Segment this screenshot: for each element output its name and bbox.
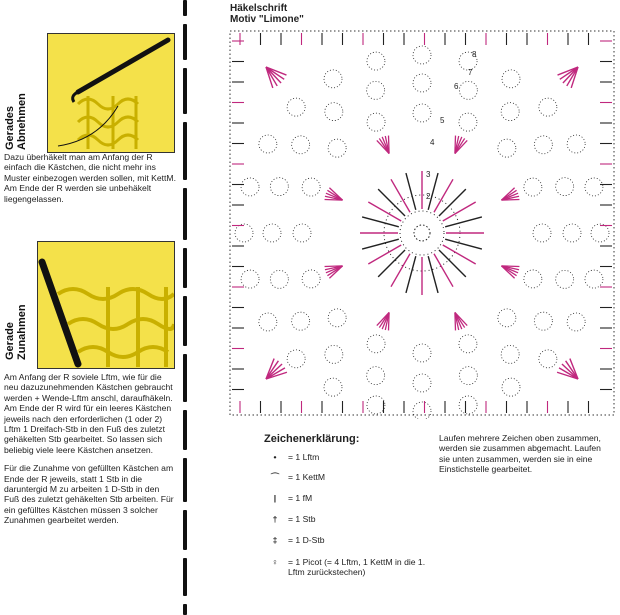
chain-loop: [459, 113, 477, 131]
text-increase: [4, 372, 176, 526]
chain-loop: [459, 81, 477, 99]
chain-loop: [367, 367, 385, 385]
chain-stitch-icon: •: [273, 452, 277, 462]
chain-loop: [524, 270, 542, 288]
chain-loop: [302, 270, 320, 288]
chain-loop: [534, 136, 552, 154]
chain-loop: [292, 136, 310, 154]
text-decrease: Dazu überhäkelt man am Anfang der R einfach die Kästchen, die nicht mehr ins Muster einbezogen werden sollen, mit KettM. Am Ende der R werden sie unbehäkelt liegengelassen.: [4, 152, 176, 204]
chain-loop: [534, 312, 552, 330]
increase-paragraph-1: Am Anfang der R soviele Lftm, wie für die neu dazuzunehmenden Kästchen gebraucht werden + Wende-Lftm anschl, daraufhäkeln.: [4, 372, 173, 403]
chain-loop: [413, 402, 431, 419]
stitch-radial: [428, 256, 438, 293]
chain-loop: [367, 396, 385, 414]
round-number-2: 2: [426, 192, 431, 201]
stitch-radial: [391, 179, 410, 212]
legend-item-lftm: • = 1 Lftm: [262, 452, 319, 462]
legend-item-kettm: ⌒ = 1 KettM: [262, 472, 325, 482]
increase-paragraph-2: Am Ende der R wird für ein leeres Kästchen jeweils nach den erforderlichen (1 oder 2) Lftm 1 Dreifach-Stb in den Fuß des zuletzt gehäkelten Stb gearbeitet. So lassen sich beliebig viele leere Kästchen ansetzen.: [4, 403, 172, 455]
chain-loop: [241, 178, 259, 196]
petal-stitch: [501, 200, 519, 201]
chain-loop: [459, 367, 477, 385]
round-number-6: 6: [454, 82, 459, 91]
chain-loop: [459, 335, 477, 353]
chain-loop: [367, 81, 385, 99]
chain-loop: [498, 139, 516, 157]
crochet-chart: [226, 27, 618, 419]
stitch-radial: [445, 217, 482, 227]
stitch-radial: [406, 256, 416, 293]
chain-loop: [241, 270, 259, 288]
chain-loop: [502, 378, 520, 396]
chain-loop: [567, 135, 585, 153]
chain-loop: [498, 309, 516, 327]
illustration-decrease: [47, 33, 175, 153]
legend-item-fm: | = 1 fM: [262, 493, 312, 503]
chain-loop: [259, 135, 277, 153]
stitch-radial: [378, 189, 405, 216]
stitch-radial: [362, 217, 399, 227]
legend-item-d-stb: ‡ = 1 D-Stb: [262, 535, 325, 545]
chain-loop: [367, 52, 385, 70]
chain-loop: [501, 345, 519, 363]
chain-loop: [413, 344, 431, 362]
chain-loop: [324, 378, 342, 396]
chain-loop: [585, 270, 603, 288]
chain-loop: [563, 224, 581, 242]
chain-loop: [263, 224, 281, 242]
stitch-radial: [391, 254, 410, 287]
chart-title-line1: Häkelschrift: [230, 3, 288, 14]
chain-loop: [459, 396, 477, 414]
chain-loop: [367, 335, 385, 353]
chain-loop: [539, 98, 557, 116]
chain-loop: [539, 350, 557, 368]
chain-loop: [328, 309, 346, 327]
label-gerade-zunahmen: Gerade Zunahmen: [4, 304, 28, 360]
chain-loop: [413, 74, 431, 92]
crochet-hook-increase-image: [38, 242, 174, 368]
stitch-radial: [443, 202, 476, 221]
chain-loop: [413, 46, 431, 64]
stitch-radial: [445, 239, 482, 249]
stitch-radial: [434, 179, 453, 212]
chain-loop: [325, 103, 343, 121]
chart-title-line2: Motiv "Limone": [230, 14, 304, 25]
chain-loop: [556, 270, 574, 288]
round-number-7: 7: [468, 68, 473, 77]
chain-loop: [293, 224, 311, 242]
chain-loop: [502, 70, 520, 88]
illustration-increase: [37, 241, 175, 369]
round-number-5: 5: [440, 116, 445, 125]
chart-title: [230, 3, 304, 25]
round-number-8: 8: [472, 50, 477, 59]
picot-icon: ♀: [271, 557, 279, 567]
legend-item-stb: † = 1 Stb: [262, 514, 315, 524]
slip-stitch-icon: ⌒: [270, 472, 280, 482]
chain-loop: [292, 312, 310, 330]
chain-loop: [533, 224, 551, 242]
chain-loop: [324, 70, 342, 88]
column-divider: [183, 0, 187, 615]
chain-loop: [302, 178, 320, 196]
stitch-radial: [406, 173, 416, 210]
chain-loop: [501, 103, 519, 121]
chain-loop: [591, 224, 609, 242]
increase-paragraph-3: Für die Zunahme von gefüllten Kästchen am Ende der R jeweils, statt 1 Stb in die daruntergid M zu arbeiten 1 D-Stb in den Fuß des zuletzt gehäkelten Stb arbeiten. Für ein gefülltes Kästchen müssen 3 solcher Zunahmen gearbeitet werden.: [4, 463, 174, 526]
center-ring: [414, 225, 430, 241]
chain-loop: [585, 178, 603, 196]
chain-loop: [325, 345, 343, 363]
treble-crochet-icon: ‡: [272, 535, 278, 545]
chain-loop: [413, 104, 431, 122]
chain-loop: [259, 313, 277, 331]
round-number-4: 4: [430, 138, 435, 147]
petal-stitch: [455, 312, 456, 330]
chain-loop: [270, 178, 288, 196]
chain-loop: [287, 350, 305, 368]
stitch-radial: [378, 250, 405, 277]
chain-loop: [270, 270, 288, 288]
chain-loop: [524, 178, 542, 196]
single-crochet-icon: |: [273, 493, 277, 503]
petal-stitch: [325, 266, 343, 267]
chain-loop: [235, 224, 253, 242]
double-crochet-icon: †: [272, 514, 278, 524]
legend-title: Zeichenerklärung:: [264, 433, 360, 445]
round-number-3: 3: [426, 170, 431, 179]
petal-stitch: [389, 136, 390, 154]
stitch-radial: [443, 245, 476, 264]
stitch-radial: [368, 245, 401, 264]
legend-item-picot: ♀ = 1 Picot (= 4 Lftm, 1 KettM in die 1. Lftm zurückstechen): [262, 557, 432, 577]
stitch-radial: [368, 202, 401, 221]
chain-loop: [556, 178, 574, 196]
chain-loop: [567, 313, 585, 331]
round-1-ring: [400, 211, 444, 255]
chain-loop: [367, 113, 385, 131]
chain-loop: [413, 374, 431, 392]
stitch-radial: [439, 189, 466, 216]
crochet-hook-decrease-image: [48, 34, 174, 152]
chain-loop: [287, 98, 305, 116]
legend-note: Laufen mehrere Zeichen oben zusammen, werden sie zusammen abgemacht. Laufen sie unten zusammen, werden sie in eine Einstichstelle gearbeitet.: [439, 433, 601, 475]
stitch-radial: [439, 250, 466, 277]
label-gerades-abnehmen: Gerades Abnehmen: [4, 93, 28, 150]
chain-loop: [328, 139, 346, 157]
stitch-radial: [362, 239, 399, 249]
